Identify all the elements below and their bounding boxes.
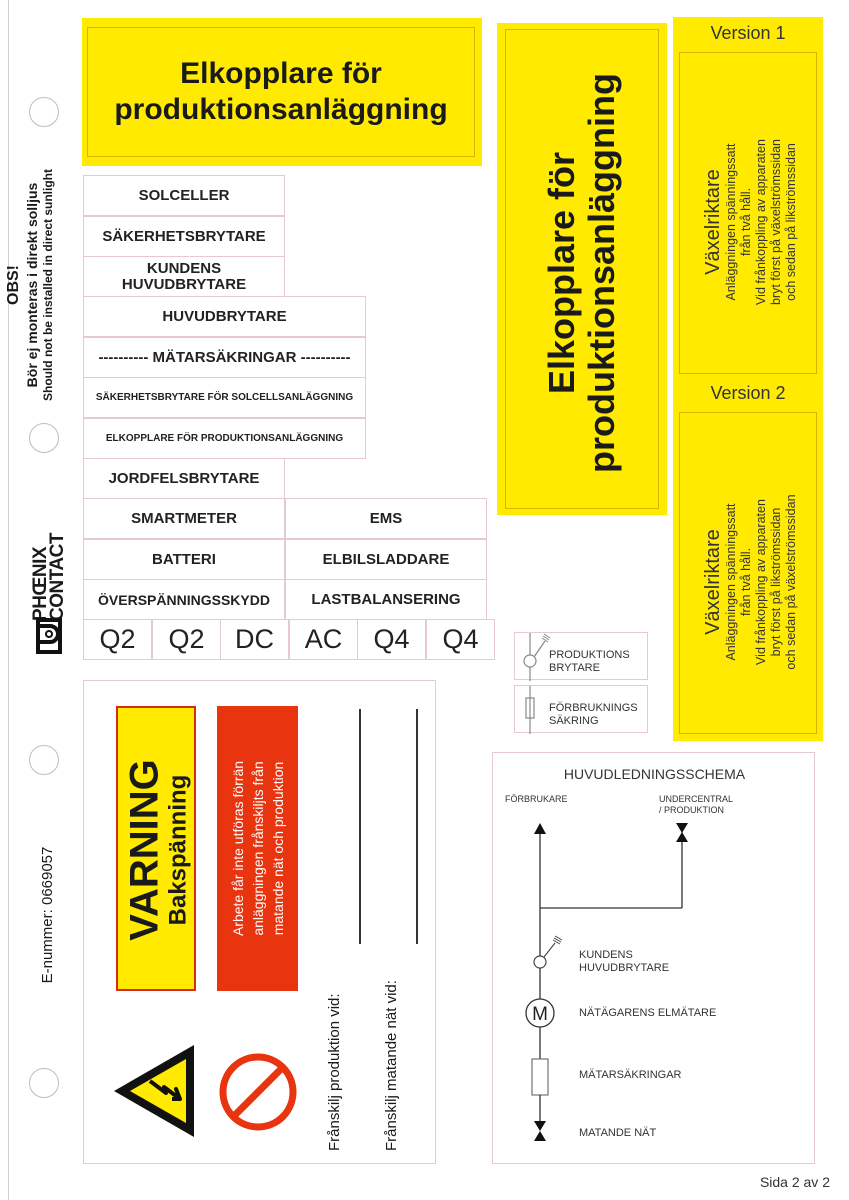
varning-title: VARNING bbox=[122, 759, 167, 941]
version-1-label bbox=[673, 17, 823, 381]
field-label-grid: Frånskilj matande nät vid: bbox=[383, 980, 400, 1151]
version-1-line: bryt först på växelströmssidan bbox=[768, 138, 783, 306]
punch-hole bbox=[29, 745, 59, 775]
symbol-label-forbrukningssakring bbox=[514, 685, 648, 733]
field-label-production: Frånskilj produktion vid: bbox=[326, 993, 343, 1151]
vertical-header-line-2: produktionsanläggning bbox=[581, 73, 622, 473]
vertical-header-label bbox=[497, 23, 667, 515]
version-1-line: och sedan på likströmssidan bbox=[783, 143, 798, 301]
schema-fuses-label: MÄTARSÄKRINGAR bbox=[579, 1069, 682, 1081]
red-warning-line: matande nät och produktion bbox=[269, 761, 286, 936]
version-1-line: från två håll. bbox=[738, 187, 753, 257]
varning-sign bbox=[116, 706, 196, 991]
warning-panel bbox=[83, 680, 436, 1164]
label-solceller: SOLCELLER bbox=[83, 175, 285, 216]
meter-symbol: M bbox=[532, 1004, 548, 1025]
label-batteri: BATTERI bbox=[83, 539, 285, 580]
schema-main-switch-label-1: KUNDENS bbox=[579, 949, 633, 961]
main-header-label bbox=[82, 18, 482, 166]
consumer-arrow-icon bbox=[534, 823, 546, 834]
varning-subtitle: Bakspänning bbox=[164, 774, 192, 926]
label-jordfelsbrytare: JORDFELSBRYTARE bbox=[83, 458, 285, 499]
version-2-line: och sedan på växelströmssidan bbox=[783, 494, 798, 670]
obs-title: OBS! bbox=[5, 265, 22, 305]
version-2-heading: Växelriktare bbox=[701, 529, 724, 635]
schema-grid-label: MATANDE NÄT bbox=[579, 1127, 657, 1139]
version-1-line: Anläggningen spänningssatt bbox=[723, 143, 738, 301]
main-header-line-1: Elkopplare för bbox=[180, 57, 382, 90]
code-cell: Q4 bbox=[357, 619, 426, 660]
code-cell: DC bbox=[220, 619, 289, 660]
phoenix-logo-icon bbox=[36, 616, 62, 656]
schema-main-switch-label-2: HUVUDBRYTARE bbox=[579, 962, 670, 974]
label-kundens-huvudbrytare: KUNDENS HUVUDBRYTARE bbox=[83, 256, 285, 297]
version-2-line: bryt först på likströmssidan bbox=[768, 507, 783, 657]
code-cell: AC bbox=[289, 619, 358, 660]
brand-line-2: CONTACT bbox=[47, 533, 68, 621]
phoenix-contact-logo bbox=[26, 522, 72, 660]
e-number: E-nummer: 0669057 bbox=[39, 846, 56, 984]
grid-terminal-bottom-icon bbox=[534, 1131, 546, 1141]
label-matarsakringar: ---------- MÄTARSÄKRINGAR ---------- bbox=[83, 337, 366, 378]
main-switch-icon bbox=[534, 956, 546, 968]
schema-consumer-label: FÖRBRUKARE bbox=[505, 794, 568, 804]
label-huvudbrytare: HUVUDBRYTARE bbox=[83, 296, 366, 337]
schema-meter-label: NÄTÄGARENS ELMÄTARE bbox=[579, 1007, 717, 1019]
symbol-label-line: PRODUKTIONS bbox=[549, 649, 630, 661]
version-2-line: från två håll. bbox=[738, 547, 753, 617]
code-cell: Q2 bbox=[83, 619, 152, 660]
version-2-line: Vid frånkoppling av apparaten bbox=[753, 499, 768, 665]
punch-hole bbox=[29, 97, 59, 127]
obs-english: Should not be installed in direct sunlight bbox=[41, 169, 55, 402]
label-elkopplare-produktion: ELKOPPLARE FÖR PRODUKTIONSANLÄGGNING bbox=[83, 418, 366, 459]
vertical-header-line-1: Elkopplare för bbox=[541, 151, 582, 395]
signature-line-grid[interactable] bbox=[416, 709, 418, 944]
sub-terminal-top-icon bbox=[676, 823, 688, 833]
symbol-label-line: FÖRBRUKNINGS bbox=[549, 702, 638, 714]
schema-sub-label-1: UNDERCENTRAL bbox=[659, 794, 734, 804]
single-line-diagram bbox=[493, 753, 816, 1165]
red-warning-line: Arbete får inte utföras förrän bbox=[229, 760, 246, 937]
symbol-label-line: SÄKRING bbox=[549, 715, 599, 727]
label-sakerhetsbrytare-solcell: SÄKERHETSBRYTARE FÖR SOLCELLSANLÄGGNING bbox=[83, 377, 366, 418]
version-2-line: Anläggningen spänningssatt bbox=[723, 503, 738, 661]
schema-title: HUVUDLEDNINGSSCHEMA bbox=[563, 766, 746, 782]
prohibition-icon bbox=[217, 1051, 299, 1133]
obs-notice bbox=[5, 150, 65, 420]
version-2-label bbox=[673, 377, 823, 741]
version-1-line: Vid frånkoppling av apparaten bbox=[753, 139, 768, 305]
label-sakerhetsbrytare: SÄKERHETSBRYTARE bbox=[83, 216, 285, 257]
brand-line-1: PHŒNIX bbox=[30, 546, 51, 621]
label-elbilsladdare: ELBILSLADDARE bbox=[285, 539, 487, 580]
sub-terminal-bottom-icon bbox=[676, 832, 688, 842]
label-overspanningsskydd: ÖVERSPÄNNINGSSKYDD bbox=[83, 579, 285, 620]
obs-swedish: Bör ej monteras i direkt solljus bbox=[24, 182, 40, 388]
electric-hazard-icon bbox=[106, 1041, 202, 1141]
code-cell: Q2 bbox=[152, 619, 221, 660]
version-1-title: Version 1 bbox=[710, 23, 786, 43]
red-warning-line: anläggningen frånskiljts från bbox=[249, 761, 266, 936]
version-1-heading: Växelriktare bbox=[701, 169, 724, 275]
version-2-title: Version 2 bbox=[710, 383, 786, 403]
code-cell: Q4 bbox=[426, 619, 495, 660]
label-lastbalansering: LASTBALANSERING bbox=[285, 579, 487, 620]
fuse-icon bbox=[532, 1059, 548, 1095]
symbol-label-line: BRYTARE bbox=[549, 662, 600, 674]
schema-sub-label-2: / PRODUKTION bbox=[659, 805, 725, 815]
signature-line-production[interactable] bbox=[359, 709, 361, 944]
label-ems: EMS bbox=[285, 498, 487, 539]
punch-hole bbox=[29, 1068, 59, 1098]
label-smartmeter: SMARTMETER bbox=[83, 498, 285, 539]
red-warning-text-box bbox=[217, 706, 298, 991]
punch-hole bbox=[29, 423, 59, 453]
main-header-line-2: produktionsanläggning bbox=[114, 93, 448, 126]
schema-panel bbox=[492, 752, 815, 1164]
page-number: Sida 2 av 2 bbox=[759, 1174, 830, 1190]
symbol-label-produktionsbrytare bbox=[514, 632, 648, 680]
grid-terminal-top-icon bbox=[534, 1121, 546, 1131]
